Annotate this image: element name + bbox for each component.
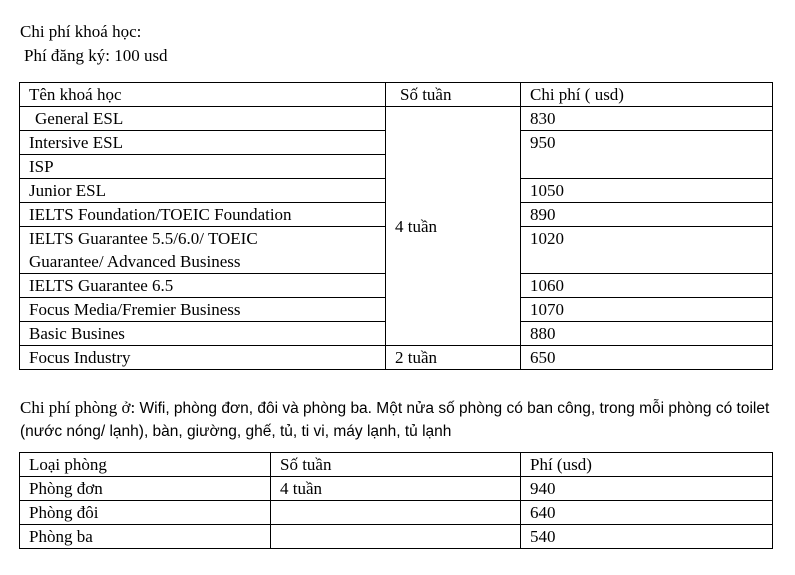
room-fee-label: Chi phí phòng ở: (20, 398, 136, 417)
room-fee-description (20, 397, 780, 443)
room-weeks (271, 525, 521, 549)
column-header-price: Chi phí ( usd) (521, 83, 773, 107)
room-type: Phòng đôi (20, 501, 271, 525)
room-price: 940 (521, 477, 773, 501)
course-name: Focus Industry (20, 346, 386, 370)
weeks-cell: 4 tuần (386, 107, 521, 346)
room-price: 640 (521, 501, 773, 525)
table-row (20, 525, 773, 549)
course-name: IELTS Foundation/TOEIC Foundation (20, 203, 386, 227)
course-price: 1020 (521, 227, 773, 274)
table-row (20, 477, 773, 501)
column-header-room-type: Loại phòng (20, 453, 271, 477)
course-name: Junior ESL (20, 179, 386, 203)
table-row (20, 501, 773, 525)
column-header-course: Tên khoá học (20, 83, 386, 107)
course-price: 1050 (521, 179, 773, 203)
course-price: 650 (521, 346, 773, 370)
course-name: Focus Media/Fremier Business (20, 298, 386, 322)
column-header-weeks: Số tuần (386, 83, 521, 107)
room-weeks (271, 501, 521, 525)
course-fee-table (19, 82, 773, 370)
course-name: Basic Busines (20, 322, 386, 346)
room-type: Phòng ba (20, 525, 271, 549)
weeks-cell: 2 tuần (386, 346, 521, 370)
course-price: 950 (521, 131, 773, 179)
table-header-row (20, 83, 773, 107)
room-type: Phòng đơn (20, 477, 271, 501)
course-price: 1060 (521, 274, 773, 298)
course-fee-title: Chi phí khoá học: (20, 22, 142, 41)
course-price: 880 (521, 322, 773, 346)
table-row (20, 107, 773, 131)
table-header-row (20, 453, 773, 477)
course-name: General ESL (20, 107, 386, 131)
room-price: 540 (521, 525, 773, 549)
column-header-weeks: Số tuần (271, 453, 521, 477)
course-name: Intersive ESL (20, 131, 386, 155)
course-name: IELTS Guarantee 5.5/6.0/ TOEIC Guarantee/ Advanced Business (20, 227, 386, 274)
room-fee-table (19, 452, 773, 549)
course-name: IELTS Guarantee 6.5 (20, 274, 386, 298)
room-weeks: 4 tuần (271, 477, 521, 501)
course-price: 890 (521, 203, 773, 227)
room-fee-text: Wifi, phòng đơn, đôi và phòng ba. Một nửa số phòng có ban công, trong mỗi phòng có toilet (nước nóng/ lạnh), bàn, giường, ghế, tủ, ti vi, máy lạnh, tủ lạnh (20, 400, 770, 440)
column-header-fee: Phí (usd) (521, 453, 773, 477)
course-price: 1070 (521, 298, 773, 322)
registration-fee: Phí đăng ký: 100 usd (24, 46, 168, 65)
table-row (20, 346, 773, 370)
course-name: ISP (20, 155, 386, 179)
course-price: 830 (521, 107, 773, 131)
